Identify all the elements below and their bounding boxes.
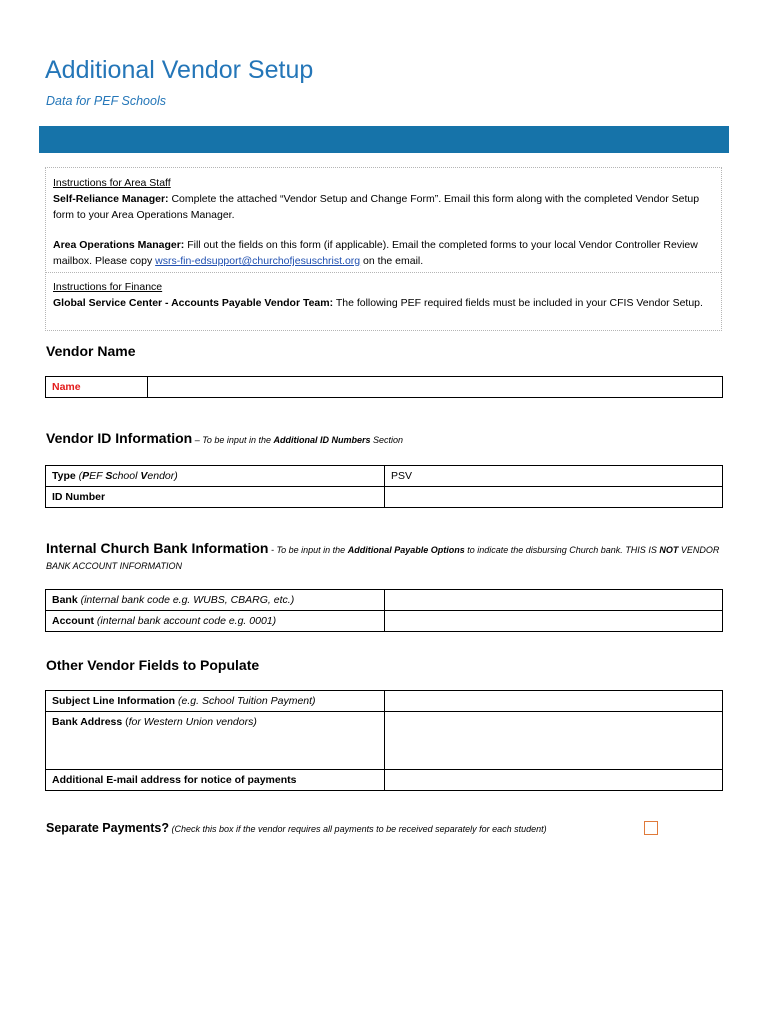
page-title: Additional Vendor Setup [45, 56, 314, 84]
account-label-cell [46, 611, 385, 632]
type-hint-s: S [105, 470, 113, 482]
instructions-box [45, 167, 722, 331]
address-hint-open: ( [122, 716, 129, 728]
table-row [46, 611, 723, 632]
subject-label-cell [46, 691, 385, 712]
bank-info-heading: Internal Church Bank Information [46, 540, 269, 556]
srm-text: Complete the attached “Vendor Setup and Change Form”. Email this form along with the completed Vendor Setup form to your Area Operations Manager. [53, 193, 700, 221]
bank-hint: (internal bank code e.g. WUBS, CBARG, etc.) [77, 594, 295, 606]
vendor-id-note: – To be input in the [192, 435, 274, 445]
area-staff-instructions [53, 175, 717, 269]
other-fields-table [45, 690, 723, 791]
finance-heading: Instructions for Finance [53, 281, 163, 293]
separate-payments-line [46, 819, 547, 837]
table-row [46, 487, 723, 508]
bank-info-note-mid: to indicate the disbursing Church bank. THIS IS [464, 545, 660, 555]
account-label: Account [52, 615, 94, 627]
address-label: Bank Address [52, 716, 123, 728]
separate-payments-checkbox[interactable] [644, 821, 658, 835]
type-label: Type [52, 470, 76, 482]
aom-suffix: on the email. [360, 255, 424, 267]
bank-info-note-suffix: VENDOR BANK ACCOUNT INFORMATION [46, 545, 720, 571]
account-hint: (internal bank account code e.g. 0001) [94, 615, 277, 627]
subject-label: Subject Line Information [52, 695, 176, 707]
bank-label-cell [46, 590, 385, 611]
page-subtitle: Data for PEF Schools [46, 94, 166, 108]
type-hint-v: V [140, 470, 148, 482]
subject-field[interactable] [385, 691, 723, 712]
srm-instruction [53, 191, 717, 223]
address-field[interactable] [385, 712, 723, 770]
type-hint-endor: endor) [147, 470, 178, 482]
gsc-text: The following PEF required fields must be included in your CFIS Vendor Setup. [333, 297, 703, 309]
bank-info-heading-line [46, 540, 726, 574]
aom-instruction [53, 237, 717, 269]
aom-label: Area Operations Manager: [53, 239, 185, 251]
type-hint-open: ( [75, 470, 83, 482]
subject-hint: (e.g. School Tuition Payment) [175, 695, 316, 707]
bank-field[interactable] [385, 590, 723, 611]
id-number-label: ID Number [46, 487, 385, 508]
vendor-name-heading: Vendor Name [46, 343, 136, 359]
vendor-id-note-suffix: Section [370, 435, 404, 445]
gsc-instruction [53, 295, 717, 311]
separate-payments-note: (Check this box if the vendor requires all payments to be received separately for each student) [168, 824, 547, 834]
area-staff-heading: Instructions for Area Staff [53, 177, 171, 189]
table-row [46, 590, 723, 611]
srm-label: Self-Reliance Manager: [53, 193, 169, 205]
address-label-cell [46, 712, 385, 770]
bank-info-table [45, 589, 723, 632]
name-field[interactable] [148, 377, 723, 398]
instructions-divider [46, 272, 721, 273]
table-row [46, 377, 723, 398]
email-label: Additional E-mail address for notice of payments [46, 770, 385, 791]
bank-info-note: - To be input in the [268, 545, 348, 555]
bank-info-note-not: NOT [659, 545, 679, 555]
address-hint: for Western Union vendors) [128, 716, 257, 728]
table-row [46, 712, 723, 770]
other-fields-heading: Other Vendor Fields to Populate [46, 657, 260, 673]
account-field[interactable] [385, 611, 723, 632]
vendor-id-heading: Vendor ID Information [46, 430, 193, 446]
separate-payments-label: Separate Payments? [46, 821, 169, 835]
vendor-id-heading-line [46, 430, 726, 448]
email-field[interactable] [385, 770, 723, 791]
gsc-label: Global Service Center - Accounts Payable Vendor Team: [53, 297, 334, 309]
type-hint-chool: chool [112, 470, 141, 482]
vendor-id-note-bold: Additional ID Numbers [273, 435, 371, 445]
vendor-name-table [45, 376, 723, 398]
bank-info-note-bold: Additional Payable Options [347, 545, 465, 555]
name-label: Name [46, 377, 148, 398]
support-email-link[interactable]: wsrs-fin-edsupport@churchofjesuschrist.org [155, 255, 361, 267]
type-hint-p: P [82, 470, 90, 482]
finance-instructions [53, 279, 717, 311]
type-value-field[interactable]: PSV [385, 466, 723, 487]
table-row [46, 691, 723, 712]
bank-label: Bank [52, 594, 78, 606]
aom-text: Fill out the fields on this form (if applicable). Email the completed forms to your local Vendor Controller Review mailbox. Please copy [53, 239, 698, 267]
type-hint [76, 470, 178, 482]
id-number-field[interactable] [385, 487, 723, 508]
table-row [46, 466, 723, 487]
vendor-id-table [45, 465, 723, 508]
type-hint-ef: EF [89, 470, 106, 482]
table-row [46, 770, 723, 791]
header-banner [39, 126, 729, 153]
type-label-cell [46, 466, 385, 487]
